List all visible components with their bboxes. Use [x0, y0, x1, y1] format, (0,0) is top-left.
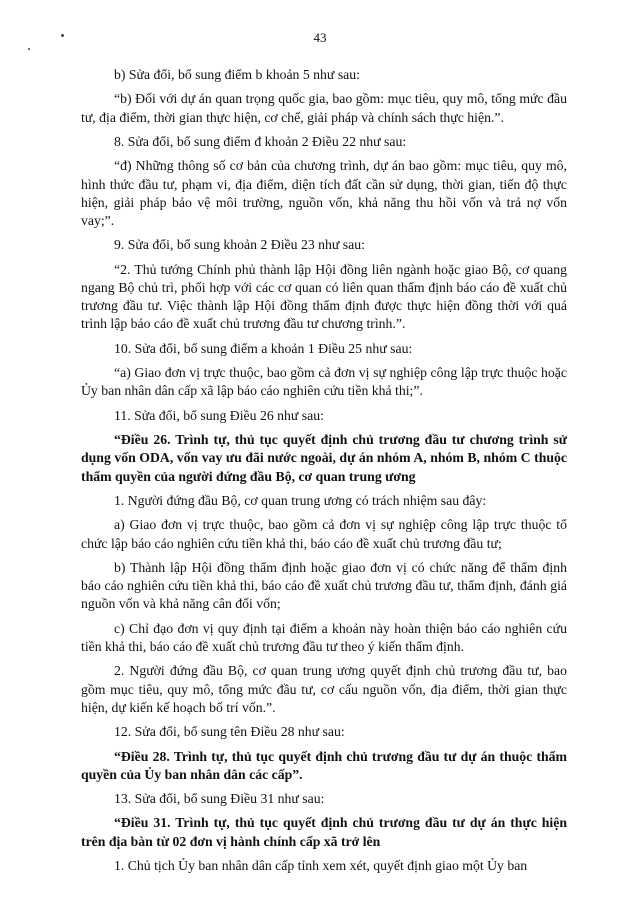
paragraph: “b) Đối với dự án quan trọng quốc gia, bao gồm: mục tiêu, quy mô, tổng mức đầu tư, địa điểm, thời gian thực hiện, cơ chế, giải pháp và chính sách thực hiện.”. [81, 91, 567, 125]
page-number: 43 [313, 30, 327, 45]
paragraph: “a) Giao đơn vị trực thuộc, bao gồm cả đơn vị sự nghiệp công lập trực thuộc hoặc Ủy ban nhân dân cấp xã lập báo cáo nghiên cứu tiền khả thi;”. [81, 365, 567, 399]
article-heading: “Điều 26. Trình tự, thủ tục quyết định chủ trương đầu tư chương trình sử dụng vốn ODA, vốn vay ưu đãi nước ngoài, dự án nhóm A, nhóm B, nhóm C thuộc thẩm quyền của người đứng đầu Bộ, cơ quan trung ương [81, 432, 567, 484]
article-heading: “Điều 31. Trình tự, thủ tục quyết định chủ trương đầu tư dự án thực hiện trên địa bàn từ 02 đơn vị hành chính cấp xã trở lên [81, 815, 567, 849]
paragraph: 1. Người đứng đầu Bộ, cơ quan trung ương có trách nhiệm sau đây: [114, 492, 487, 508]
paragraph: b) Thành lập Hội đồng thẩm định hoặc giao đơn vị có chức năng để thẩm định báo cáo nghiên cứu tiền khả thi, báo cáo đề xuất chủ trương đầu tư, thẩm định, đánh giá nguồn vốn và khả năng cân đối vốn; [81, 559, 567, 612]
paragraph: 11. Sửa đổi, bổ sung Điều 26 như sau: [114, 407, 324, 423]
article-heading: “Điều 28. Trình tự, thủ tục quyết định chủ trương đầu tư dự án thuộc thẩm quyền của Ủy ban nhân dân các cấp”. [81, 748, 567, 782]
paragraph: “2. Thủ tướng Chính phủ thành lập Hội đồng liên ngành hoặc giao Bộ, cơ quang ngang Bộ chủ trì, phối hợp với các cơ quan có liên quan thẩm định báo cáo đề xuất chủ trương đầu tư. Việc thành lập Hội đồng thẩm định được thực hiện đồng thời với quá trình lập báo cáo đề xuất chủ trương đầu tư chương trình.”. [81, 261, 567, 332]
paragraph: 9. Sửa đổi, bổ sung khoản 2 Điều 23 như sau: [114, 237, 365, 253]
scan-speck-left [28, 48, 30, 50]
paragraph: 8. Sửa đổi, bổ sung điểm đ khoản 2 Điều 22 như sau: [114, 133, 407, 149]
paragraph: 2. Người đứng đầu Bộ, cơ quan trung ương quyết định chủ trương đầu tư, bao gồm mục tiêu, quy mô, tổng mức đầu tư, cơ cấu nguồn vốn, địa điểm, thời gian thực hiện, dự kiến kế hoạch bố trí vốn.”. [81, 663, 567, 715]
paragraph: 1. Chủ tịch Ủy ban nhân dân cấp tỉnh xem xét, quyết định giao một Ủy ban [114, 858, 528, 874]
paragraph: a) Giao đơn vị trực thuộc, bao gồm cả đơn vị sự nghiệp công lập trực thuộc tổ chức lập báo cáo nghiên cứu tiền khả thi, báo cáo đề xuất chủ trương đầu tư; [81, 517, 567, 551]
paragraph: 12. Sửa đổi, bổ sung tên Điều 28 như sau: [114, 724, 345, 740]
paragraph: “đ) Những thông số cơ bản của chương trình, dự án bao gồm: mục tiêu, quy mô, hình thức đầu tư, phạm vi, địa điểm, diện tích đất cần sử dụng, thời gian, tiến độ thực hiện, giải pháp bảo vệ môi trường, nguồn vốn, khả năng thu hồi vốn và trả nợ vốn vay;”. [81, 158, 567, 228]
paragraph: 13. Sửa đổi, bổ sung Điều 31 như sau: [114, 791, 325, 807]
paragraph: 10. Sửa đổi, bổ sung điểm a khoản 1 Điều 25 như sau: [114, 340, 413, 356]
document-body [81, 66, 567, 881]
paragraph: b) Sửa đổi, bổ sung điểm b khoản 5 như sau: [114, 67, 360, 82]
paragraph: c) Chỉ đạo đơn vị quy định tại điểm a khoản này hoàn thiện báo cáo nghiên cứu tiền khả thi, báo cáo đề xuất chủ trương đầu tư theo ý kiến thẩm định. [81, 620, 567, 654]
